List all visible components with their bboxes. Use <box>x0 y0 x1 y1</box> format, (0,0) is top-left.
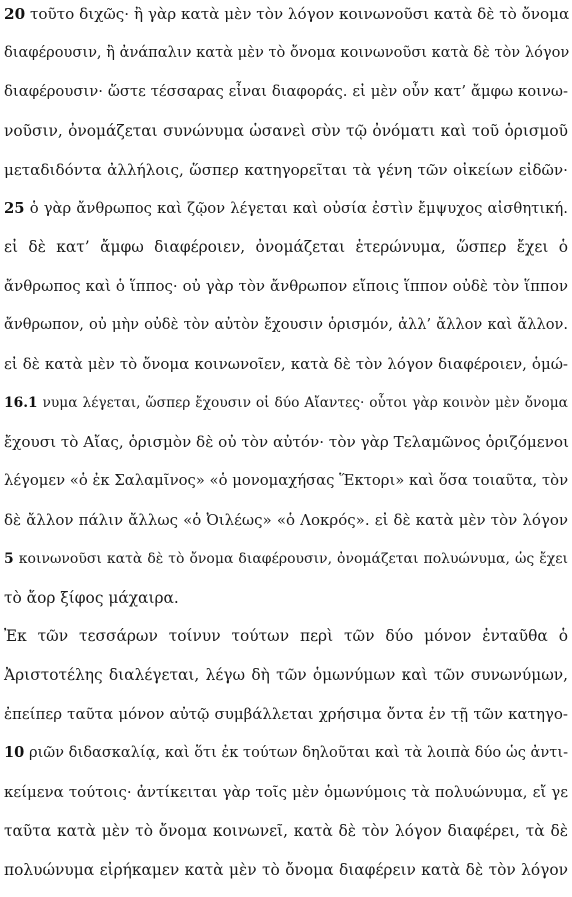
line-text: τοῦτο διχῶς· ἢ γὰρ κατὰ μὲν τὸν λόγον κοινωνοῦσι κατὰ δὲ τὸ ὄνομα <box>29 5 570 23</box>
text-line <box>4 702 568 726</box>
line-number: 25 <box>4 199 25 217</box>
line-text: κοινωνοῦσι κατὰ δὲ τὸ ὄνομα διαφέρουσιν, ὀνομάζεται πολυώνυμα, ὡς ἔχει <box>18 550 568 567</box>
line-text: διαφέρουσιν, ἢ ἀνάπαλιν κατὰ μὲν τὸ ὄνομα κοινωνοῦσι κατὰ δὲ τὸν λόγον <box>4 43 570 61</box>
text-line <box>4 547 568 571</box>
text-line <box>4 274 568 298</box>
text-line <box>4 430 568 454</box>
line-text: τὸ ἄορ ξίφος μάχαιρα. <box>4 588 179 607</box>
line-text: διαφέρουσιν· ὥστε τέσσαρας εἶναι διαφοράς. εἰ μὲν οὖν κατ’ ἄμφω κοινω- <box>4 82 568 100</box>
text-line <box>4 313 568 337</box>
line-text: ἐπείπερ ταῦτα μόνον αὐτῷ συμβάλλεται χρήσιμα ὄντα ἐν τῇ τῶν κατηγο- <box>4 705 568 724</box>
line-text: Ἐκ τῶν τεσσάρων τοίνυν τούτων περὶ τῶν δύο μόνον ἐνταῦθα ὁ <box>4 627 568 646</box>
line-text: ταῦτα κατὰ μὲν τὸ ὄνομα κοινωνεῖ, κατὰ δὲ τὸν λόγον διαφέρει, τὰ δὲ <box>4 821 568 840</box>
text-line <box>4 469 568 493</box>
text-line <box>4 41 568 65</box>
line-text: ὁ γὰρ ἄνθρωπος καὶ ζῷον λέγεται καὶ οὐσία ἐστὶν ἔμψυχος αἰσθητική. <box>29 199 568 217</box>
text-line <box>4 391 568 415</box>
line-text: νυμα λέγεται, ὥσπερ ἔχουσιν οἱ δύο Αἴαντες· οὗτοι γὰρ κοινὸν μὲν ὄνομα <box>42 395 568 411</box>
line-text: δὲ ἄλλον πάλιν ἄλλως «ὁ Ὀιλέως» «ὁ Λοκρός». εἰ δὲ κατὰ μὲν τὸν λόγον <box>4 510 568 529</box>
text-line <box>4 819 568 843</box>
line-number: 5 <box>4 550 14 567</box>
line-number: 10 <box>4 744 25 762</box>
text-line <box>4 663 568 687</box>
line-text: ἔχουσι τὸ Αἴας, ὁρισμὸν δὲ οὐ τὸν αὐτόν· τὸν γὰρ Τελαμῶνος ὁριζόμενοι <box>4 432 569 451</box>
text-line <box>4 352 568 376</box>
line-number: 20 <box>4 5 26 23</box>
text-line <box>4 508 568 532</box>
text-line <box>4 586 568 610</box>
line-text: μεταδιδόντα ἀλλήλοις, ὥσπερ κατηγορεῖται τὰ γένη τῶν οἰκείων εἰδῶν· <box>4 160 568 179</box>
line-text: ἄνθρωπον, οὐ μὴν οὐδὲ τὸν αὐτὸν ἔχουσιν ὁρισμόν, ἀλλ’ ἄλλον καὶ ἄλλον. <box>4 316 568 334</box>
text-line <box>4 741 568 765</box>
text-line <box>4 158 568 182</box>
line-text: πολυώνυμα εἰρήκαμεν κατὰ μὲν τὸ ὄνομα διαφέρειν κατὰ δὲ τὸν λόγον <box>4 860 568 879</box>
line-text: εἰ δὲ κατ’ ἄμφω διαφέροιεν, ὀνομάζεται ἑτερώνυμα, ὥσπερ ἔχει ὁ <box>4 238 568 257</box>
text-line <box>4 197 568 221</box>
text-line <box>4 119 568 143</box>
line-number: 16.1 <box>4 395 38 411</box>
text-line <box>4 624 568 648</box>
line-text: Ἀριστοτέλης διαλέγεται, λέγω δὴ τῶν ὁμωνύμων καὶ τῶν συνωνύμων, <box>4 666 568 685</box>
text-line <box>4 858 568 882</box>
line-text: κείμενα τούτοις· ἀντίκειται γὰρ τοῖς μὲν ὁμωνύμοις τὰ πολυώνυμα, εἴ γε <box>4 783 568 801</box>
text-line <box>4 80 568 104</box>
line-text: ἄνθρωπος καὶ ὁ ἵππος· οὐ γὰρ τὸν ἄνθρωπον εἴποις ἵππον οὐδὲ τὸν ἵππον <box>4 277 568 296</box>
line-text: εἰ δὲ κατὰ μὲν τὸ ὄνομα κοινωνοῖεν, κατὰ δὲ τὸν λόγον διαφέροιεν, ὁμώ- <box>4 355 568 374</box>
line-text: ριῶν διδασκαλίᾳ, καὶ ὅτι ἐκ τούτων δηλοῦται καὶ τὰ λοιπὰ δύο ὡς ἀντι- <box>28 744 569 762</box>
text-line <box>4 2 568 26</box>
text-line <box>4 780 568 804</box>
line-text: λέγομεν «ὁ ἐκ Σαλαμῖνος» «ὁ μονομαχήσας Ἕκτορι» καὶ ὅσα τοιαῦτα, τὸν <box>4 471 569 489</box>
line-text: νοῦσιν, ὀνομάζεται συνώνυμα ὡσανεὶ σὺν τῷ ὀνόματι καὶ τοῦ ὁρισμοῦ <box>4 121 568 140</box>
text-line <box>4 235 568 259</box>
